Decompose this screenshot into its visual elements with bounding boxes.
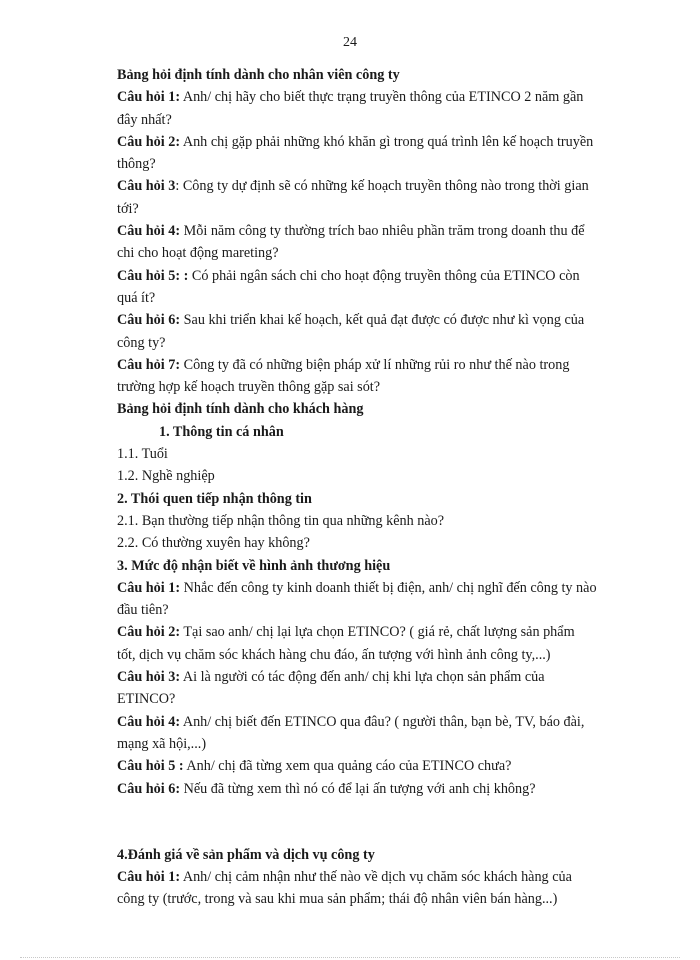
part-2-heading: 2. Thói quen tiếp nhận thông tin <box>117 490 312 507</box>
staff-question-6 <box>117 309 637 331</box>
page-bottom-divider <box>20 957 680 958</box>
question-label: Câu hỏi 7: <box>117 356 181 373</box>
question-text: Nếu đã từng xem thì nó có để lại ấn tượng với anh chị không? <box>180 780 536 797</box>
question-label: Câu hỏi 1: <box>117 579 181 596</box>
section-title-staff: Bảng hỏi định tính dành cho nhân viên công ty <box>117 67 400 83</box>
customer-question-4-cont: mạng xã hội,...) <box>117 735 207 752</box>
customer-question-3 <box>117 666 637 688</box>
part-4-heading: 4.Đánh giá về sản phẩm và dịch vụ công ty <box>117 846 375 863</box>
question-text: Nhắc đến công ty kinh doanh thiết bị điện, anh/ chị nghĩ đến công ty nào <box>180 579 597 596</box>
staff-question-1 <box>117 86 637 108</box>
question-text: Sau khi triển khai kế hoạch, kết quả đạt được có được như kì vọng của <box>180 312 585 329</box>
part-2-item-1: 2.1. Bạn thường tiếp nhận thông tin qua những kênh nào? <box>117 512 445 529</box>
question-text: Anh/ chị cảm nhận như thế nào về dịch vụ chăm sóc khách hàng của <box>180 869 572 886</box>
question-label: Câu hỏi 2: <box>117 624 181 641</box>
part-1-item-1: 1.1. Tuổi <box>117 446 168 463</box>
customer-question-5 <box>117 755 637 777</box>
question-text: Ai là người có tác động đến anh/ chị khi lựa chọn sản phẩm của <box>180 669 545 686</box>
staff-question-2 <box>117 131 637 153</box>
question-label: Câu hỏi 3: <box>117 669 181 686</box>
question-text: Anh chị gặp phải những khó khăn gì trong quá trình lên kế hoạch truyền <box>180 133 594 150</box>
customer-question-2-cont: tốt, dịch vụ chăm sóc khách hàng chu đáo, ấn tượng với hình ảnh công ty,...) <box>117 646 551 663</box>
question-label: Câu hỏi 4: <box>117 223 181 240</box>
question-label: Câu hỏi 1: <box>117 869 181 886</box>
customer-question-2 <box>117 621 637 643</box>
staff-question-7 <box>117 354 637 376</box>
part-3-heading: 3. Mức độ nhận biết về hình ảnh thương hiệu <box>117 557 391 574</box>
question-text: Tại sao anh/ chị lại lựa chọn ETINCO? ( giá rẻ, chất lượng sản phẩm <box>180 624 575 641</box>
question-label: Câu hỏi 1: <box>117 89 181 106</box>
part-1-heading: 1. Thông tin cá nhân <box>159 423 284 440</box>
blank-line <box>117 800 637 822</box>
question-text: Có phải ngân sách chi cho hoạt động truyền thông của ETINCO còn <box>188 267 580 284</box>
question-label: Câu hỏi 6: <box>117 312 181 329</box>
staff-question-4-cont: chi cho hoạt động mareting? <box>117 245 279 262</box>
staff-question-3-cont: tới? <box>117 200 139 217</box>
question-text: Mỗi năm công ty thường trích bao nhiêu phần trăm trong doanh thu để <box>180 223 585 240</box>
part-1-item-2: 1.2. Nghề nghiệp <box>117 468 215 485</box>
question-text: : Công ty dự định sẽ có những kế hoạch truyền thông nào trong thời gian <box>175 178 589 195</box>
question-label: Câu hỏi 4: <box>117 713 181 730</box>
customer-question-1-cont: đầu tiên? <box>117 602 169 619</box>
staff-question-1-cont: đây nhất? <box>117 111 172 128</box>
staff-question-3 <box>117 175 637 197</box>
blank-line <box>117 822 637 844</box>
staff-question-6-cont: công ty? <box>117 334 166 351</box>
question-label: Câu hỏi 2: <box>117 133 181 150</box>
staff-question-5-cont: quá ít? <box>117 289 156 306</box>
evaluation-question-1-cont: công ty (trước, trong và sau khi mua sản phẩm; thái độ nhân viên bán hàng...) <box>117 891 558 908</box>
question-label: Câu hỏi 5 : <box>117 758 184 775</box>
question-text: Công ty đã có những biện pháp xử lí những rủi ro như thế nào trong <box>180 356 570 373</box>
question-label: Câu hỏi 3 <box>117 178 176 195</box>
customer-question-6 <box>117 778 637 800</box>
customer-question-4 <box>117 711 637 733</box>
staff-question-7-cont: trường hợp kế hoạch truyền thông gặp sai sót? <box>117 379 381 396</box>
question-label: Câu hỏi 5: : <box>117 267 189 284</box>
section-title-customer: Bảng hỏi định tính dành cho khách hàng <box>117 401 364 418</box>
staff-question-5 <box>117 265 637 287</box>
evaluation-question-1 <box>117 866 637 888</box>
page-number: 24 <box>343 35 357 50</box>
question-label: Câu hỏi 6: <box>117 780 181 797</box>
question-text: Anh/ chị biết đến ETINCO qua đâu? ( người thân, bạn bè, TV, báo đài, <box>180 713 585 730</box>
part-2-item-2: 2.2. Có thường xuyên hay không? <box>117 535 310 552</box>
staff-question-2-cont: thông? <box>117 156 156 173</box>
customer-question-1 <box>117 577 637 599</box>
staff-question-4 <box>117 220 637 242</box>
document-body <box>117 64 637 911</box>
question-text: Anh/ chị đã từng xem qua quảng cáo của ETINCO chưa? <box>183 758 512 775</box>
customer-question-3-cont: ETINCO? <box>117 691 176 708</box>
question-text: Anh/ chị hãy cho biết thực trạng truyền thông của ETINCO 2 năm gần <box>180 89 584 106</box>
